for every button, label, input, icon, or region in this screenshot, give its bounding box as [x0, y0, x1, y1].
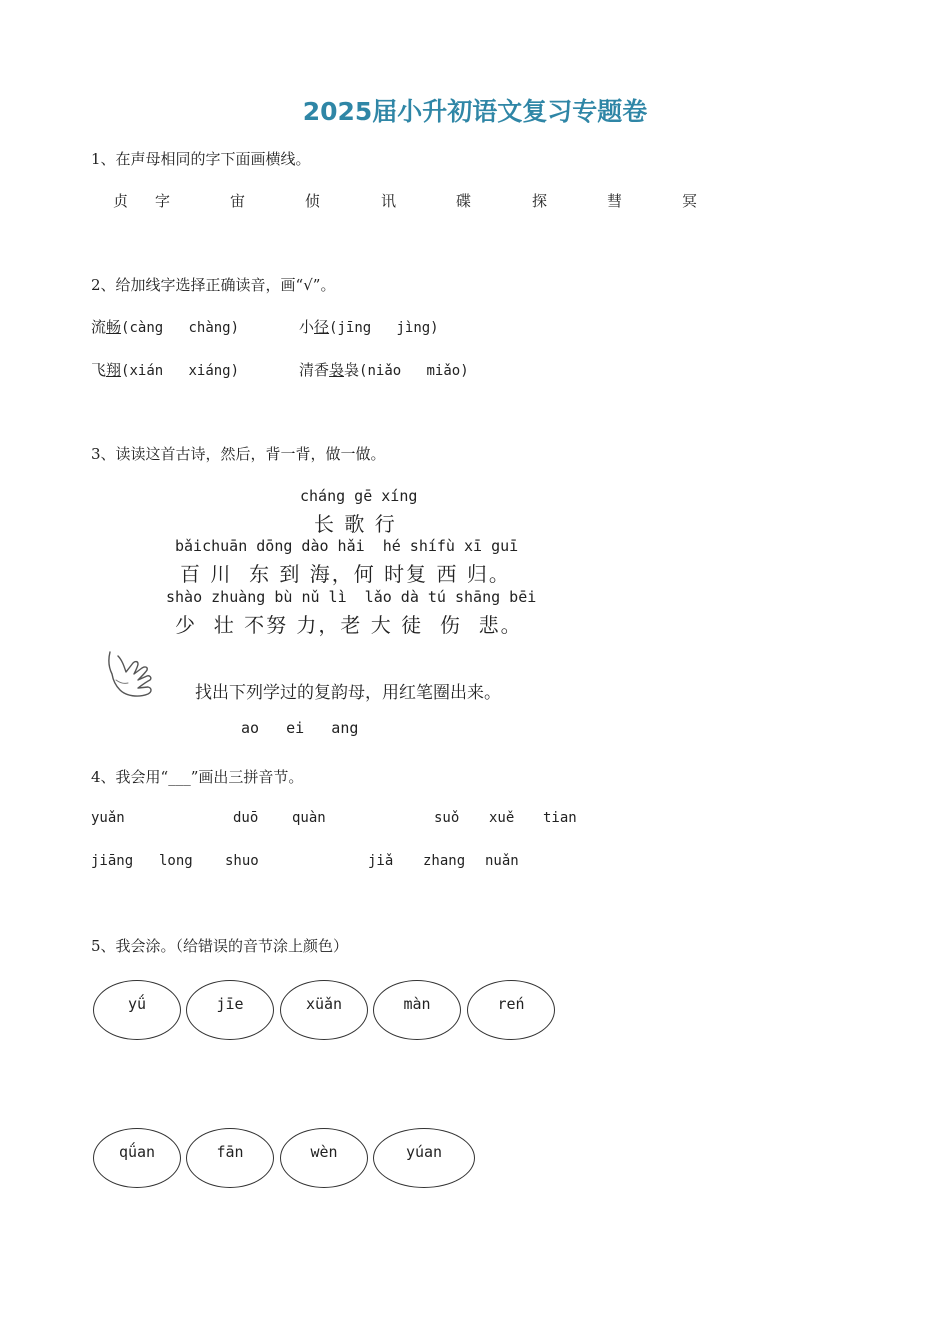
- syllable-oval[interactable]: [467, 980, 555, 1040]
- poem-title-pinyin: cháng gē xíng: [300, 487, 418, 505]
- q1-char: 冥: [682, 192, 698, 210]
- syllable-oval[interactable]: [280, 980, 368, 1040]
- q2-item: [91, 359, 239, 380]
- q2-word-pre: 小: [299, 318, 315, 336]
- poem-line1-pinyin: bǎichuān dōng dào hǎi hé shífù xī guī: [175, 537, 519, 555]
- q2-word-pre: 清香: [299, 361, 330, 379]
- oval-syllable: xüǎn: [305, 995, 343, 1013]
- oval-syllable: yǘ: [127, 995, 147, 1013]
- q4-syllable: yuǎn: [91, 810, 125, 826]
- q4-syllable: xuě: [489, 810, 515, 826]
- q4-syllable: nuǎn: [485, 853, 519, 869]
- q4-syllable: duō: [233, 810, 259, 826]
- q2-underlined-char: 径: [314, 318, 330, 336]
- syllable-oval[interactable]: [373, 1128, 475, 1188]
- syllable-oval[interactable]: [186, 1128, 274, 1188]
- oval-syllable: qǘan: [118, 1143, 156, 1161]
- q4-syllable: tian: [543, 810, 577, 826]
- q4-syllable: jiāng: [91, 853, 134, 869]
- q1-char: 探: [532, 192, 548, 210]
- syllable-oval[interactable]: [373, 980, 461, 1040]
- oval-syllable: wèn: [310, 1143, 338, 1161]
- q4-syllable: shuo: [225, 853, 259, 869]
- page-title: 2025届小升初语文复习专题卷: [302, 97, 648, 126]
- q2-item: [299, 316, 439, 337]
- poem-title: 长 歌 行: [314, 512, 397, 536]
- q1-char: 讯: [381, 192, 397, 210]
- q2-item: [91, 316, 239, 337]
- q1-char: 碟: [456, 192, 472, 210]
- q4-syllable: zhang: [423, 853, 466, 869]
- q2-underlined-char: 袅: [329, 361, 345, 379]
- q1-char: 宙: [230, 192, 246, 210]
- q4-syllable: suǒ: [434, 810, 460, 826]
- q4-syllable: long: [159, 853, 193, 869]
- oval-syllable: yúan: [405, 1143, 443, 1161]
- oval-syllable: reń: [497, 995, 525, 1013]
- syllable-oval[interactable]: [93, 980, 181, 1040]
- oval-syllable: jīe: [216, 995, 244, 1013]
- q2-underlined-char: 翔: [106, 361, 122, 379]
- hand-icon: [104, 650, 156, 702]
- syllable-oval[interactable]: [280, 1128, 368, 1188]
- q3-note: 找出下列学过的复韵母，用红笔圈出来。: [195, 683, 501, 703]
- q2-pinyin-options: (xián xiáng): [121, 363, 240, 379]
- q4-syllable: jiǎ: [368, 853, 394, 869]
- q2-word-pre: 飞: [91, 361, 107, 379]
- q2-word-pre: 流: [91, 318, 107, 336]
- q1-char: 字: [155, 192, 171, 210]
- syllable-oval[interactable]: [93, 1128, 181, 1188]
- q2-item: [299, 359, 469, 380]
- poem-line2: 少 壮 不努 力，老 大 徒 伤 悲。: [175, 613, 523, 637]
- q1-char: 侦: [305, 192, 321, 210]
- q5-prompt: 5、我会涂。（给错误的音节涂上颜色）: [91, 937, 349, 955]
- poem-line1: 百 川 东 到 海，何 时复 西 归。: [180, 562, 511, 586]
- q2-pinyin-options: (niǎo miǎo): [359, 363, 469, 379]
- syllable-oval[interactable]: [186, 980, 274, 1040]
- oval-syllable: fān: [216, 1143, 244, 1161]
- q1-char: 彗: [607, 192, 623, 210]
- q1-prompt: 1、在声母相同的字下面画横线。: [91, 150, 311, 168]
- oval-syllable: màn: [403, 995, 431, 1013]
- q3-options: ao ei ang: [241, 719, 359, 737]
- q2-pinyin-options: (càng chàng): [121, 320, 240, 336]
- q4-syllable: quàn: [292, 810, 326, 826]
- q1-char: 贞: [113, 192, 129, 210]
- q2-pinyin-options: (jīng jìng): [329, 320, 439, 336]
- q2-prompt: 2、给加线字选择正确读音，画“√”。: [91, 276, 336, 294]
- q4-prompt: 4、我会用“___”画出三拼音节。: [91, 768, 304, 786]
- q3-prompt: 3、读读这首古诗，然后，背一背，做一做。: [91, 445, 386, 463]
- q2-word-post: 袅: [344, 361, 360, 379]
- q2-underlined-char: 畅: [106, 318, 122, 336]
- poem-line2-pinyin: shào zhuàng bù nǔ lì lǎo dà tú shāng bēi: [166, 588, 537, 606]
